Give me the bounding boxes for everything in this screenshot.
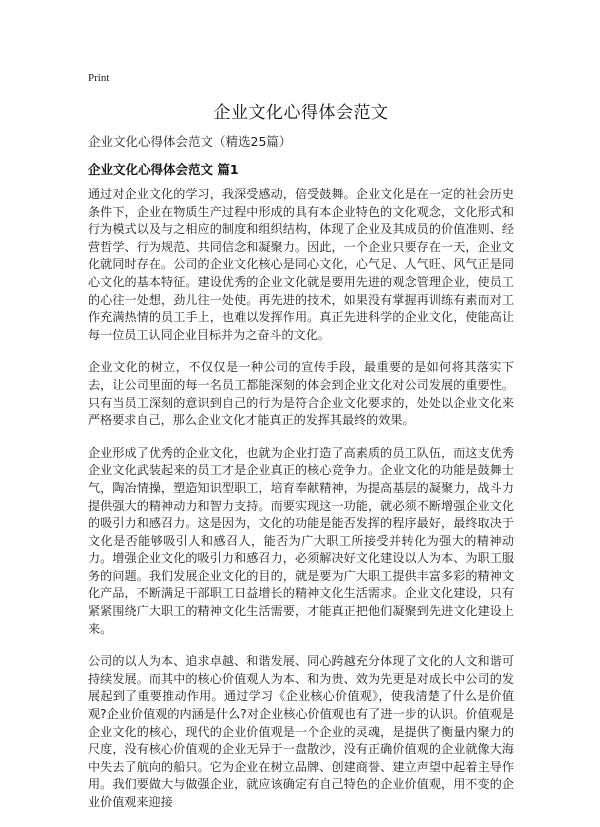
- body-text: [88, 186, 514, 827]
- paragraph-2: 企业文化的树立，不仅仅是一种公司的宣传手段，最重要的是如何将其落实下去，让公司里面的每一名员工都能深刻的体会到企业文化对公司发展的重要性。只有当员工深刻的意识到自己的行为是符合企业文化要求的，处处以企业文化来严格要求自己，那么企业文化才能真正的发挥其最终的效果。: [88, 360, 514, 428]
- section-heading: 企业文化心得体会范文 篇1: [88, 162, 239, 177]
- paragraph-3: 企业形成了优秀的企业文化，也就为企业打造了高素质的员工队伍，而这支优秀企业文化武装起来的员工才是企业真正的核心竞争力。企业文化的功能是鼓舞士气，陶冶情操，塑造知识型职工，培育奉献精神，为提高基层的凝聚力，战斗力提供强大的精神动力和智力支持。而要实现这一功能，就必须不断增强企业文化的吸引力和感召力。这是因为，文化的功能是能否发挥的程序最好，最终取决于文化是否能够吸引人和感召人，能否为广大职工所接受并转化为强大的精神动力。增强企业文化的吸引力和感召力，必须解决好文化建设以人为本、为职工服务的问题。我们发展企业文化的目的，就是要为广大职工提供丰富多彩的精神文化产品，不断满足干部职工日益增长的精神文化生活需求。企业文化建设，只有紧紧围绕广大职工的精神文化生活需要，才能真正把他们凝聚到先进文化建设上来。: [88, 445, 514, 636]
- paragraph-1: 通过对企业文化的学习，我深受感动，倍受鼓舞。企业文化是在一定的社会历史条件下，企业在物质生产过程中形成的具有本企业特色的文化观念，文化形式和行为模式以及与之相应的制度和组织结构，体现了企业及其成员的价值准则、经营哲学、行为规范、共同信念和凝聚力。因此，一个企业只要存在一天，企业文化就同时存在。公司的企业文化核心是同心文化，心气足、人气旺、风气正是同心文化的基本特征。建设优秀的企业文化就是要用先进的观念管理企业，使员工的心往一处想，劲儿往一处使。再先进的技术，如果没有掌握再训练有素而对工作充满热情的员工手上，也难以发挥作用。真正先进科学的企业文化，使能高让每一位员工认同企业目标并为之奋斗的文化。: [88, 187, 514, 342]
- document-subtitle: 企业文化心得体会范文（精选25篇）: [88, 134, 292, 149]
- paragraph-4: 公司的以人为本、追求卓越、和谐发展、同心跨越充分体现了文化的人文和谐可持续发展。而其中的核心价值观人为本、和为贵、效为先更是对成长中公司的发展起到了重要推动作用。通过学习《企业核心价值观》，使我清楚了什么是价值观?企业价值观的内涵是什么?对企业核心价值观也有了进一步的认识。价值观是企业文化的核心，现代的企业价值观是一个企业的灵魂，是提供了衡量内聚力的尺度，没有核心价值观的企业无异于一盘散沙，没有正确价值观的企业就像大海中失去了航向的船只。它为企业在树立品牌、创建商誉、建立声望中起着主导作用。我们要做大与做强企业，就应该确定有自己特色的企业价值观，用不变的企业价值观来迎接: [88, 654, 514, 809]
- document-title: 企业文化心得体会范文: [213, 103, 389, 123]
- print-label: Print: [88, 72, 110, 84]
